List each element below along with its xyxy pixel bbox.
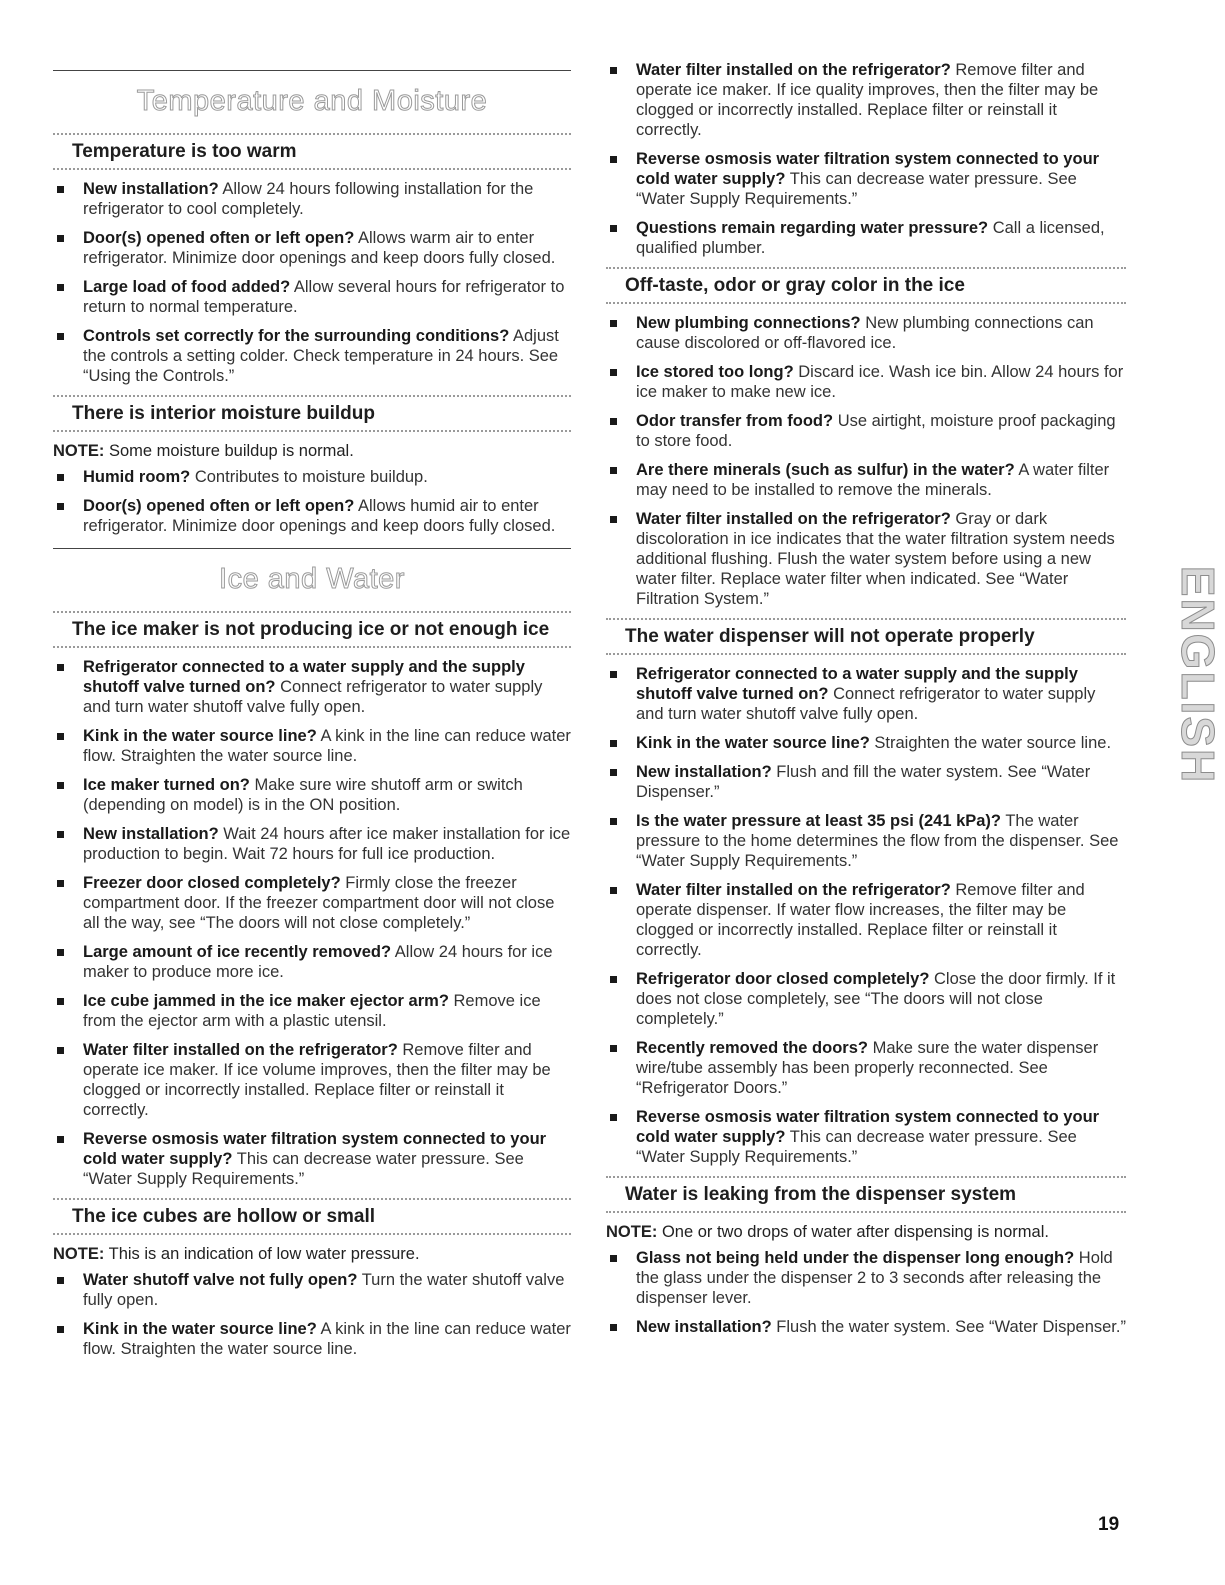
item-answer: Hold the glass under the dispenser 2 to 3 seconds after releasing the dispenser lever. — [636, 1249, 1113, 1307]
item-answer: New plumbing connections can cause discolored or off-flavored ice. — [636, 314, 1094, 352]
item-question: Reverse osmosis water filtration system connected to your cold water supply? — [636, 150, 1100, 188]
item-question: New installation? — [636, 1318, 772, 1336]
item-answer: Gray or dark discoloration in ice indicates that the water filtration system needs additional flushing. Flush the water system before using a new water filter. Replace water filter when indicated. See “Water Filtration System.” — [636, 510, 1115, 608]
item-answer: A water filter may need to be installed to remove the minerals. — [636, 461, 1110, 499]
list-item — [606, 1317, 1126, 1337]
list-item — [606, 1107, 1126, 1167]
item-question: Reverse osmosis water filtration system connected to your cold water supply? — [83, 1130, 547, 1168]
bullet-icon — [610, 467, 617, 474]
bullet-icon — [610, 1114, 617, 1121]
item-answer: Turn the water shutoff valve fully open. — [83, 1271, 565, 1309]
item-question: Refrigerator connected to a water supply and the supply shutoff valve turned on? — [636, 665, 1078, 703]
section-temperature-moisture — [53, 133, 571, 536]
item-answer: This can decrease water pressure. See “Water Supply Requirements.” — [636, 1128, 1077, 1166]
item-question: Reverse osmosis water filtration system connected to your cold water supply? — [636, 1108, 1100, 1146]
bullet-icon — [57, 235, 64, 242]
list-item — [606, 60, 1126, 140]
item-answer: Make sure wire shutoff arm or switch (depending on model) is in the ON position. — [83, 776, 523, 814]
note-text: One or two drops of water after dispensing is normal. — [661, 1223, 1049, 1241]
item-question: Ice cube jammed in the ice maker ejector arm? — [83, 992, 449, 1010]
list-item — [53, 726, 571, 766]
bullet-icon — [57, 474, 64, 481]
item-question: Ice stored too long? — [636, 363, 794, 381]
item-question: Water filter installed on the refrigerator? — [83, 1041, 398, 1059]
item-question: Water shutoff valve not fully open? — [83, 1271, 358, 1289]
section-title: Temperature and Moisture — [53, 70, 571, 125]
item-answer: Call a licensed, qualified plumber. — [636, 219, 1105, 257]
bullet-icon — [57, 880, 64, 887]
item-question: Controls set correctly for the surrounding conditions? — [83, 327, 510, 345]
item-list — [606, 313, 1126, 609]
list-item — [53, 467, 571, 487]
note-text: This is an indication of low water pressure. — [108, 1245, 420, 1263]
bullet-icon — [610, 67, 617, 74]
item-answer: Straighten the water source line. — [874, 734, 1112, 752]
item-answer: Allow 24 hours for ice maker to produce more ice. — [83, 943, 553, 981]
item-answer: Allow 24 hours following installation for the refrigerator to cool completely. — [83, 180, 534, 218]
bullet-icon — [57, 664, 64, 671]
item-question: New installation? — [83, 825, 219, 843]
list-item — [606, 1248, 1126, 1308]
item-question: Humid room? — [83, 468, 191, 486]
subsection — [53, 395, 571, 536]
item-answer: Allows warm air to enter refrigerator. Minimize door openings and keep doors fully closed. — [83, 229, 556, 267]
bullet-icon — [57, 831, 64, 838]
list-item — [53, 775, 571, 815]
item-question: Is the water pressure at least 35 psi (241 kPa)? — [636, 812, 1002, 830]
item-answer: Connect refrigerator to water supply and turn water shutoff valve fully open. — [83, 678, 543, 716]
item-question: Door(s) opened often or left open? — [83, 497, 355, 515]
item-answer: Remove ice from the ejector arm with a plastic utensil. — [83, 992, 541, 1030]
language-tab: ENGLISH — [1172, 565, 1224, 785]
list-item — [606, 733, 1126, 753]
list-item — [53, 277, 571, 317]
note-label: NOTE: — [53, 442, 105, 460]
continued-list — [606, 60, 1126, 258]
item-question: Glass not being held under the dispenser long enough? — [636, 1249, 1075, 1267]
subsection-title: The ice cubes are hollow or small — [53, 1198, 571, 1235]
item-question: Questions remain regarding water pressure? — [636, 219, 989, 237]
item-answer: Allow several hours for refrigerator to return to normal temperature. — [83, 278, 565, 316]
section-ice-water — [53, 611, 571, 1359]
subsection — [606, 618, 1126, 1167]
bullet-icon — [57, 1047, 64, 1054]
list-item — [606, 509, 1126, 609]
bullet-icon — [610, 1045, 617, 1052]
subsection-title: Water is leaking from the dispenser system — [606, 1176, 1126, 1213]
subsection-title: Off-taste, odor or gray color in the ice — [606, 267, 1126, 304]
note — [606, 1222, 1126, 1242]
item-answer: Wait 24 hours after ice maker installation for ice production to begin. Wait 72 hours for full ice production. — [83, 825, 571, 863]
item-question: Water filter installed on the refrigerator? — [636, 61, 951, 79]
list-item — [606, 411, 1126, 451]
item-answer: Contributes to moisture buildup. — [194, 468, 428, 486]
left-column — [53, 60, 571, 1368]
list-item — [53, 1040, 571, 1120]
item-question: Are there minerals (such as sulfur) in the water? — [636, 461, 1015, 479]
subsection — [53, 1198, 571, 1359]
note-label: NOTE: — [53, 1245, 105, 1263]
list-item — [53, 657, 571, 717]
item-list — [606, 664, 1126, 1167]
bullet-icon — [610, 887, 617, 894]
bullet-icon — [610, 1255, 617, 1262]
item-question: Freezer door closed completely? — [83, 874, 341, 892]
note — [53, 441, 571, 461]
subsection-title: Temperature is too warm — [53, 133, 571, 170]
list-item — [53, 1270, 571, 1310]
list-item — [606, 1038, 1126, 1098]
list-item — [53, 179, 571, 219]
item-question: Refrigerator connected to a water supply and the supply shutoff valve turned on? — [83, 658, 525, 696]
right-subsections — [606, 267, 1126, 1337]
bullet-icon — [57, 333, 64, 340]
page-number: 19 — [1098, 1514, 1120, 1535]
list-item — [606, 313, 1126, 353]
bullet-icon — [610, 1324, 617, 1331]
bullet-icon — [57, 1136, 64, 1143]
item-question: Large amount of ice recently removed? — [83, 943, 392, 961]
note — [53, 1244, 571, 1264]
bullet-icon — [610, 418, 617, 425]
subsection-title: The ice maker is not producing ice or not enough ice — [53, 611, 571, 648]
right-column — [606, 60, 1126, 1346]
item-question: Kink in the water source line? — [83, 1320, 317, 1338]
bullet-icon — [610, 369, 617, 376]
item-list — [53, 467, 571, 536]
bullet-icon — [57, 998, 64, 1005]
item-answer: A kink in the line can reduce water flow. Straighten the water source line. — [83, 1320, 571, 1358]
bullet-icon — [610, 671, 617, 678]
item-question: Door(s) opened often or left open? — [83, 229, 355, 247]
list-item — [53, 1319, 571, 1359]
bullet-icon — [57, 949, 64, 956]
item-answer: Flush the water system. See “Water Dispenser.” — [776, 1318, 1126, 1336]
item-answer: Use airtight, moisture proof packaging to store food. — [636, 412, 1116, 450]
item-answer: Remove filter and operate ice maker. If ice volume improves, then the filter may be clogged or incorrectly installed. Replace filter or reinstall it correctly. — [83, 1041, 551, 1119]
list-item — [606, 664, 1126, 724]
list-item — [606, 149, 1126, 209]
subsection — [606, 1176, 1126, 1337]
list-item — [606, 460, 1126, 500]
bullet-icon — [610, 225, 617, 232]
list-item — [53, 824, 571, 864]
item-question: Ice maker turned on? — [83, 776, 250, 794]
list-item — [606, 762, 1126, 802]
item-answer: This can decrease water pressure. See “Water Supply Requirements.” — [83, 1150, 524, 1188]
list-item — [53, 326, 571, 386]
item-question: Odor transfer from food? — [636, 412, 834, 430]
item-answer: Remove filter and operate ice maker. If ice quality improves, then the filter may be clogged or incorrectly installed. Replace filter or reinstall it correctly. — [636, 61, 1099, 139]
bullet-icon — [610, 976, 617, 983]
list-item — [53, 1129, 571, 1189]
item-list — [53, 179, 571, 386]
item-answer: Remove filter and operate dispenser. If water flow increases, the filter may be clogged or incorrectly installed. Replace filter or reinstall it correctly. — [636, 881, 1085, 959]
section-title: Ice and Water — [53, 548, 571, 603]
list-item — [53, 991, 571, 1031]
item-question: Refrigerator door closed completely? — [636, 970, 930, 988]
list-item — [606, 880, 1126, 960]
item-answer: Firmly close the freezer compartment door. If the freezer compartment door will not close all the way, see “The doors will not close completely.” — [83, 874, 555, 932]
item-answer: Flush and fill the water system. See “Water Dispenser.” — [636, 763, 1091, 801]
subsection — [53, 133, 571, 386]
note-label: NOTE: — [606, 1223, 658, 1241]
list-item — [53, 873, 571, 933]
item-answer: Close the door firmly. If it does not close completely, see “The doors will not close completely.” — [636, 970, 1116, 1028]
subsection-title: There is interior moisture buildup — [53, 395, 571, 432]
item-list — [53, 657, 571, 1189]
subsection — [53, 611, 571, 1189]
item-answer: A kink in the line can reduce water flow. Straighten the water source line. — [83, 727, 571, 765]
item-question: New installation? — [83, 180, 219, 198]
bullet-icon — [610, 769, 617, 776]
subsection-title: The water dispenser will not operate properly — [606, 618, 1126, 655]
item-question: Kink in the water source line? — [636, 734, 870, 752]
bullet-icon — [57, 1277, 64, 1284]
bullet-icon — [610, 156, 617, 163]
note-text: Some moisture buildup is normal. — [108, 442, 354, 460]
item-answer: Discard ice. Wash ice bin. Allow 24 hours for ice maker to make new ice. — [636, 363, 1124, 401]
item-question: Recently removed the doors? — [636, 1039, 868, 1057]
bullet-icon — [610, 740, 617, 747]
item-list — [606, 1248, 1126, 1337]
list-item — [606, 811, 1126, 871]
bullet-icon — [57, 284, 64, 291]
item-question: Water filter installed on the refrigerator? — [636, 881, 951, 899]
subsection — [606, 267, 1126, 609]
list-item — [53, 496, 571, 536]
item-question: New plumbing connections? — [636, 314, 861, 332]
list-item — [606, 362, 1126, 402]
list-item — [53, 228, 571, 268]
item-answer: Adjust the controls a setting colder. Check temperature in 24 hours. See “Using the Controls.” — [83, 327, 559, 385]
bullet-icon — [57, 733, 64, 740]
bullet-icon — [57, 186, 64, 193]
item-list — [53, 1270, 571, 1359]
bullet-icon — [57, 503, 64, 510]
list-item — [53, 942, 571, 982]
item-question: Water filter installed on the refrigerator? — [636, 510, 951, 528]
bullet-icon — [610, 516, 617, 523]
item-answer: Allows humid air to enter refrigerator. Minimize door openings and keep doors fully closed. — [83, 497, 556, 535]
item-answer: This can decrease water pressure. See “Water Supply Requirements.” — [636, 170, 1077, 208]
list-item — [606, 969, 1126, 1029]
item-question: New installation? — [636, 763, 772, 781]
item-question: Kink in the water source line? — [83, 727, 317, 745]
bullet-icon — [610, 818, 617, 825]
item-question: Large load of food added? — [83, 278, 291, 296]
bullet-icon — [57, 1326, 64, 1333]
item-answer: Make sure the water dispenser wire/tube assembly has been properly reconnected. See “Refrigerator Doors.” — [636, 1039, 1099, 1097]
bullet-icon — [610, 320, 617, 327]
list-item — [606, 218, 1126, 258]
item-answer: Connect refrigerator to water supply and turn water shutoff valve fully open. — [636, 685, 1096, 723]
bullet-icon — [57, 782, 64, 789]
item-answer: The water pressure to the home determines the flow from the dispenser. See “Water Supply Requirements.” — [636, 812, 1119, 870]
